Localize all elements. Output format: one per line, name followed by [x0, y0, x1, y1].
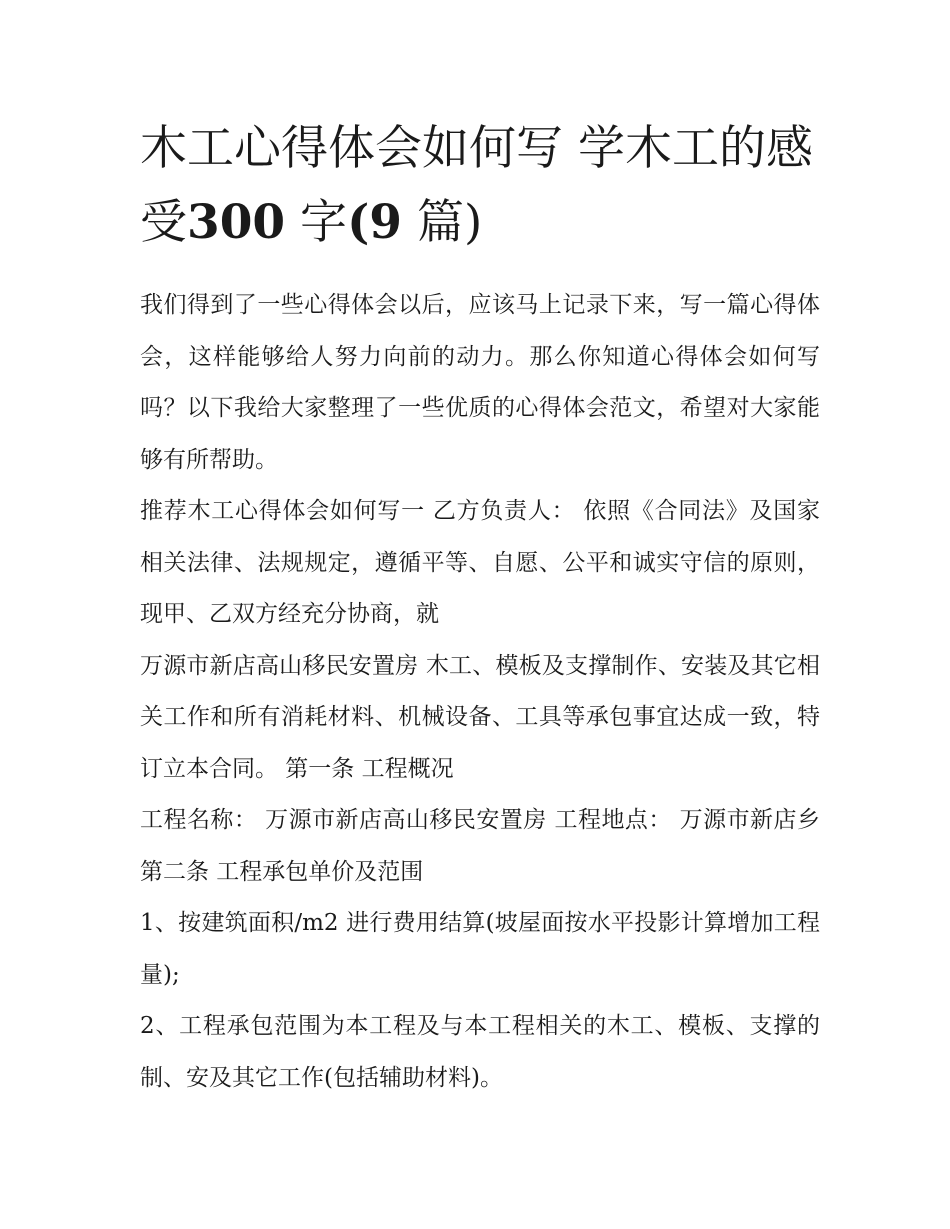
paragraph-project-scope: 万源市新店高山移民安置房 木工、模板及支撑制作、安装及其它相关工作和所有消耗材料、机械设备、工具等承包事宜达成一致，特订立本合同。 第一条 工程概况: [140, 652, 820, 782]
paragraph-clause-2: 2、工程承包范围为本工程及与本工程相关的木工、模板、支撑的制、安及其它工作(包括辅助材料)。: [140, 1013, 820, 1091]
title-count-unit: 篇): [402, 195, 483, 250]
paragraph-clause-1: 1、按建筑面积/m2 进行费用结算(坡屋面按水平投影计算增加工程量);: [140, 910, 820, 988]
document-title: [140, 112, 830, 260]
paragraph-recommend: 推荐木工心得体会如何写一 乙方负责人： 依照《合同法》及国家相关法律、法规规定，遵循平等、自愿、公平和诚实守信的原则，现甲、乙双方经充分协商，就: [140, 498, 820, 627]
paragraph-intro: 我们得到了一些心得体会以后，应该马上记录下来，写一篇心得体会，这样能够给人努力向前的动力。那么你知道心得体会如何写吗？以下我给大家整理了一些优质的心得体会范文，希望对大家能够有所帮助。: [140, 292, 820, 473]
title-count: (9: [347, 195, 403, 250]
title-unit: 字: [285, 195, 348, 250]
title-text: 木工心得体会如何写 学木工的感受: [140, 121, 813, 250]
paragraph-project-name: 工程名称： 万源市新店高山移民安置房 工程地点： 万源市新店乡 第二条 工程承包单价及范围: [140, 807, 820, 885]
document-body: [140, 280, 820, 1104]
title-number: 300: [187, 195, 286, 250]
